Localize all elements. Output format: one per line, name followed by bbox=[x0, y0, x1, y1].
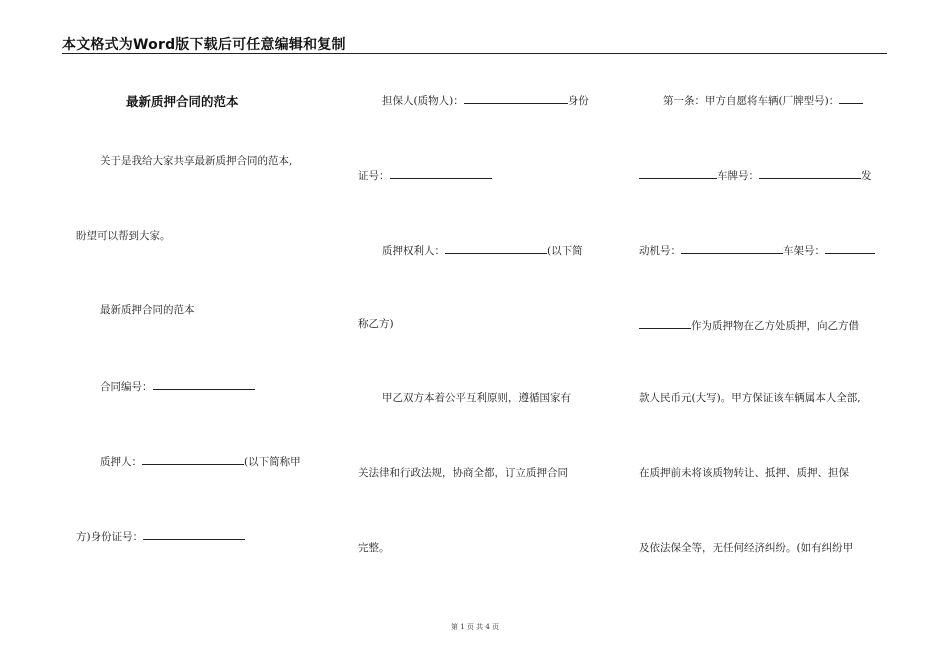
text-line: 关于是我给大家共享最新质押合同的范本, bbox=[100, 155, 293, 167]
pledgor-blank[interactable] bbox=[142, 453, 244, 465]
engine-number-label: 动机号： bbox=[639, 245, 681, 257]
guarantor-blank[interactable] bbox=[464, 92, 568, 104]
pledge-object-row bbox=[639, 317, 859, 333]
pledgor-id-blank[interactable] bbox=[143, 528, 245, 540]
guarantor-id-row bbox=[358, 167, 492, 183]
guarantor-suffix: 身份 bbox=[567, 95, 589, 107]
text-line: 款人民币元(大写)。甲方保证该车辆属本人全部, bbox=[639, 392, 861, 404]
pledge-object-text: 作为质押物在乙方处质押，向乙方借 bbox=[691, 320, 859, 332]
guarantor-id-label: 证号： bbox=[358, 170, 390, 182]
column-3 bbox=[639, 0, 889, 672]
engine-number-blank[interactable] bbox=[681, 242, 783, 254]
plate-number-row bbox=[639, 167, 872, 183]
pledgor-row bbox=[100, 453, 301, 469]
contract-number-row bbox=[100, 378, 255, 394]
pledgee-row bbox=[382, 242, 583, 258]
text-line: 甲乙双方本着公平互利原则，遵循国家有 bbox=[382, 392, 571, 404]
page-indicator: 第 1 页 共 4 页 bbox=[450, 623, 500, 631]
header-title: 本文格式为Word版下载后可任意编辑和复制 bbox=[62, 37, 346, 53]
vehicle-model-label: 第一条：甲方自愿将车辆(厂牌型号)： bbox=[663, 95, 840, 107]
vehicle-model-row bbox=[663, 92, 863, 108]
pledgor-label: 质押人： bbox=[100, 456, 142, 468]
text-line: 称乙方) bbox=[358, 318, 394, 330]
document-title: 最新质押合同的范本 bbox=[126, 94, 239, 109]
contract-number-label: 合同编号： bbox=[100, 381, 153, 393]
plate-number-blank[interactable] bbox=[759, 167, 861, 179]
pledgee-label: 质押权利人： bbox=[382, 245, 445, 257]
frame-number-blank-cont[interactable] bbox=[639, 317, 691, 329]
pledgor-suffix: (以下简称甲 bbox=[244, 456, 301, 468]
contract-number-blank[interactable] bbox=[153, 378, 255, 390]
column-1 bbox=[76, 0, 326, 672]
vehicle-model-blank-cont[interactable] bbox=[639, 167, 717, 179]
pledgor-id-row bbox=[76, 528, 245, 544]
engine-label-start: 发 bbox=[861, 170, 872, 182]
frame-number-blank[interactable] bbox=[825, 242, 875, 254]
text-line: 完整。 bbox=[358, 542, 390, 554]
pledgor-id-label: 方)身份证号： bbox=[76, 531, 144, 543]
engine-number-row bbox=[639, 242, 875, 258]
guarantor-row bbox=[382, 92, 589, 108]
vehicle-model-blank[interactable] bbox=[839, 92, 863, 104]
guarantor-label: 担保人(质物人)： bbox=[382, 95, 464, 107]
guarantor-id-blank[interactable] bbox=[390, 167, 492, 179]
text-line: 最新质押合同的范本 bbox=[100, 304, 195, 316]
text-line: 盼望可以帮到大家。 bbox=[76, 230, 171, 242]
pledgee-suffix: (以下简 bbox=[547, 245, 583, 257]
plate-number-label: 车牌号： bbox=[717, 170, 759, 182]
text-line: 及依法保全等，无任何经济纠纷。(如有纠纷甲 bbox=[639, 542, 854, 554]
column-2 bbox=[358, 0, 608, 672]
pledgee-blank[interactable] bbox=[445, 242, 547, 254]
text-line: 在质押前未将该质物转让、抵押、质押、担保 bbox=[639, 467, 849, 479]
text-line: 关法律和行政法规，协商全都，订立质押合同 bbox=[358, 467, 568, 479]
frame-number-label: 车架号： bbox=[783, 245, 825, 257]
